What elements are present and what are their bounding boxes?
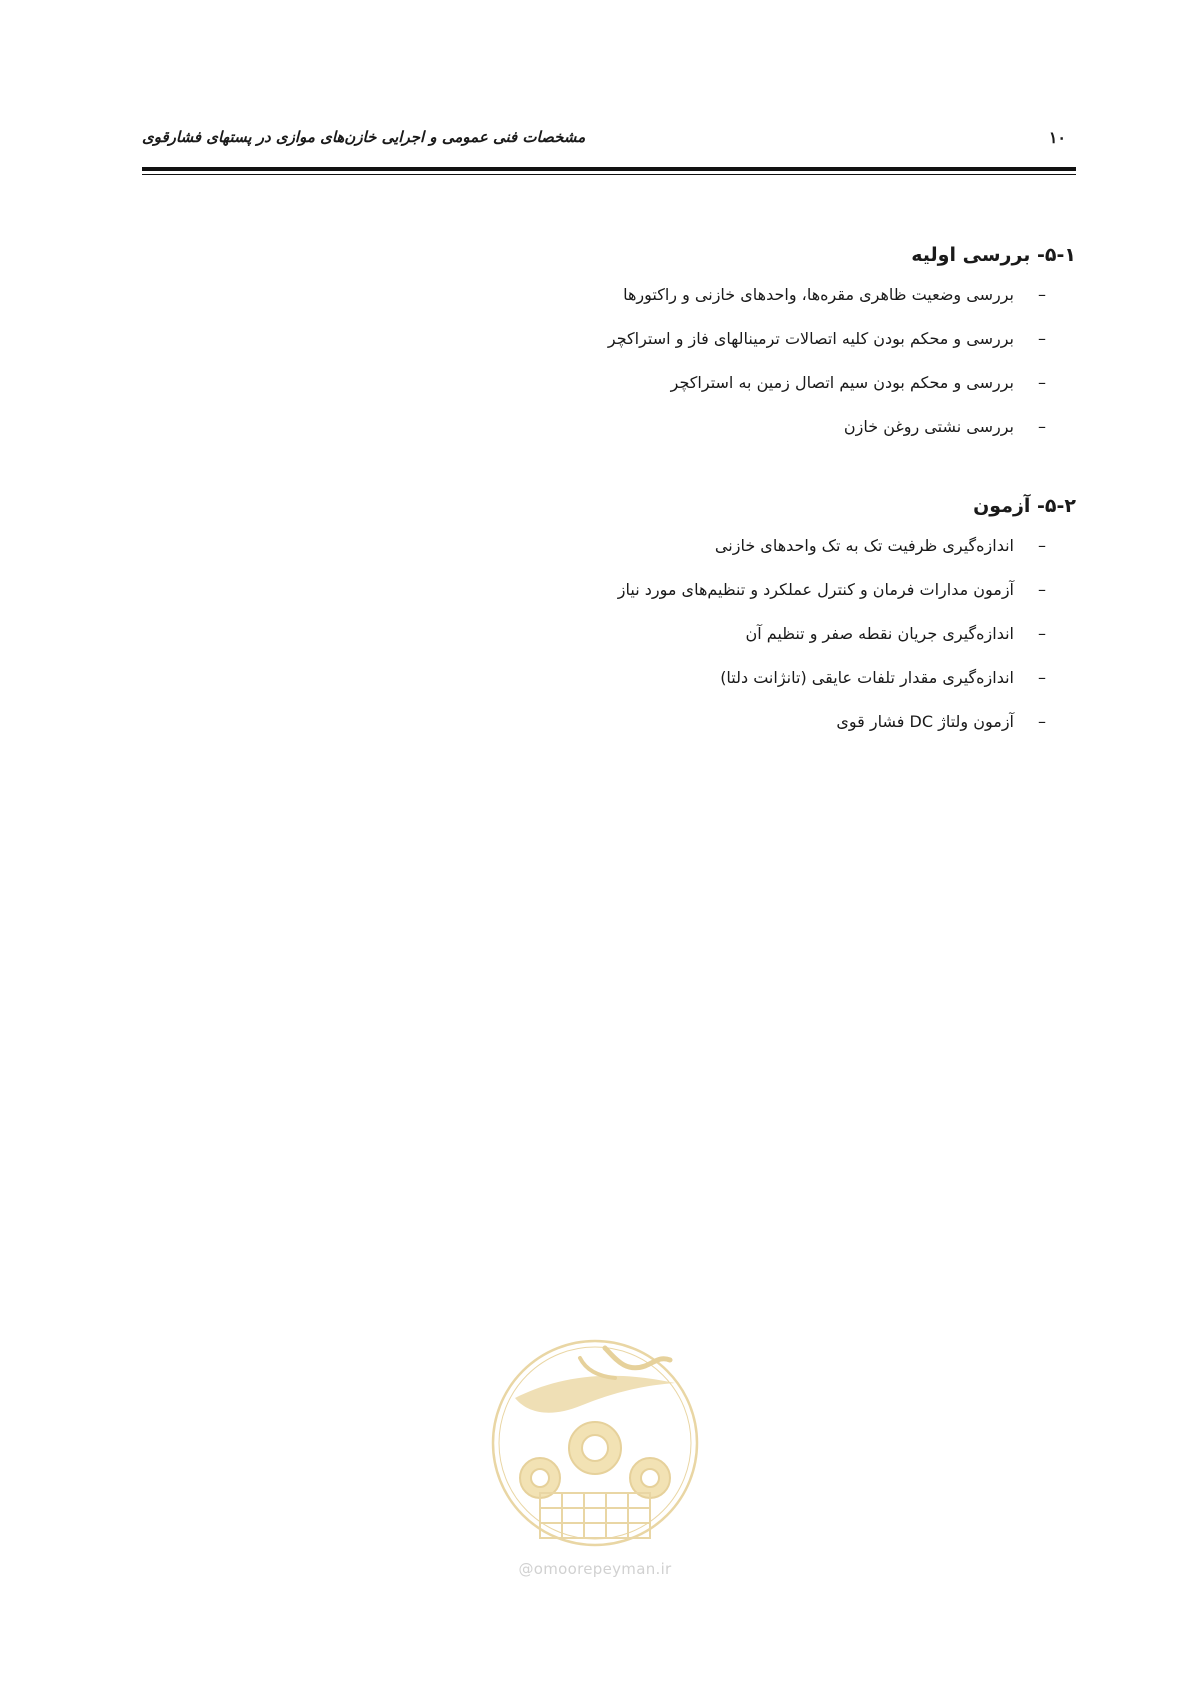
watermark-emblem-icon [485, 1328, 705, 1558]
list-item-text: بررسی و محکم بودن سیم اتصال زمین به استراکچر [670, 373, 1014, 392]
section-initial-inspection [608, 244, 1076, 460]
section-heading: ۵-۲- آزمون [973, 495, 1076, 517]
watermark-logo [485, 1328, 705, 1578]
dash-bullet: – [1038, 712, 1046, 731]
list-item-text: بررسی وضعیت ظاهری مقره‌ها، واحدهای خازنی و راکتورها [623, 285, 1014, 304]
list-item-text: بررسی و محکم بودن کلیه اتصالات ترمینالهای فاز و استراکچر [607, 329, 1014, 348]
list-item [618, 579, 1076, 601]
dash-bullet: – [1038, 536, 1046, 555]
bullet-list [618, 535, 1076, 733]
page-header [142, 128, 1076, 158]
bullet-list [608, 284, 1076, 438]
dash-bullet: – [1038, 668, 1046, 687]
dash-bullet: – [1038, 285, 1046, 304]
list-item-text: آزمون مدارات فرمان و کنترل عملکرد و تنظیم‌های مورد نیاز [617, 580, 1014, 599]
dash-bullet: – [1038, 624, 1046, 643]
section-heading: ۵-۱- بررسی اولیه [911, 244, 1076, 266]
list-item-text: بررسی نشتی روغن خازن [843, 417, 1014, 436]
page-number: ۱۰ [1048, 128, 1066, 147]
section-tests [618, 495, 1076, 755]
dash-bullet: – [1038, 373, 1046, 392]
list-item-text: اندازه‌گیری جریان نقطه صفر و تنظیم آن [745, 624, 1014, 643]
running-header-title: مشخصات فنی عمومی و اجرایی خازن‌های موازی در پستهای فشارقوی [142, 128, 586, 146]
list-item [618, 623, 1076, 645]
list-item [618, 711, 1076, 733]
dash-bullet: – [1038, 580, 1046, 599]
header-rule-thick [142, 167, 1076, 171]
list-item-text: اندازه‌گیری ظرفیت تک به تک واحدهای خازنی [714, 536, 1014, 555]
list-item-text: اندازه‌گیری مقدار تلفات عایقی (تانژانت دلتا) [720, 668, 1014, 687]
dash-bullet: – [1038, 329, 1046, 348]
list-item [618, 535, 1076, 557]
watermark-url: @omoorepeyman.ir [518, 1560, 672, 1578]
list-item [608, 372, 1076, 394]
list-item [608, 416, 1076, 438]
list-item [608, 284, 1076, 306]
list-item [608, 328, 1076, 350]
list-item-text: آزمون ولتاژ DC فشار قوی [836, 712, 1014, 731]
list-item [618, 667, 1076, 689]
dash-bullet: – [1038, 417, 1046, 436]
header-rule-thin [142, 174, 1076, 175]
